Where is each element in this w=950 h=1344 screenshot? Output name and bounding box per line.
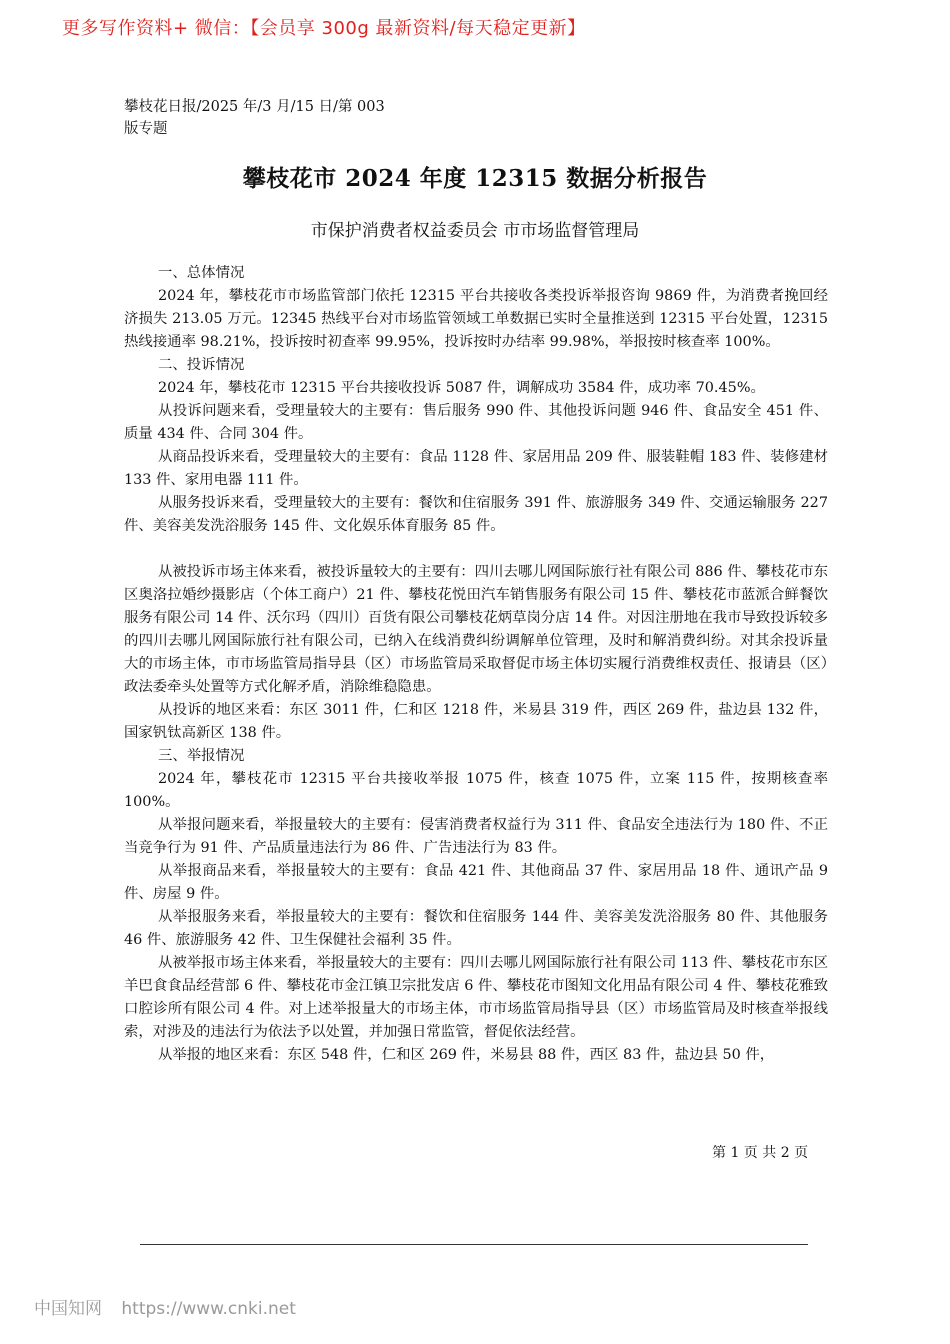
paragraph: 2024 年，攀枝花市市场监管部门依托 12315 平台共接收各类投诉举报咨询 9869 件，为消费者挽回经济损失 213.05 万元。12345 热线平台对市场监管领域工单数据已实时全量推送到 12315 平台处置，12315 热线接通率 98.21%，投诉按时初查率 99.95%，投诉按时办结率 99.98%，举报按时核查率 100%。 <box>124 288 828 350</box>
paragraph: 从举报服务来看，举报量较大的主要有：餐饮和住宿服务 144 件、美容美发洗浴服务 80 件、其他服务 46 件、旅游服务 42 件、卫生保健社会福利 35 件。 <box>124 909 828 948</box>
paragraph: 从举报的地区来看：东区 548 件，仁和区 269 件，米易县 88 件，西区 83 件，盐边县 50 件， <box>158 1047 775 1063</box>
cnki-watermark <box>34 1294 296 1319</box>
paragraph: 从被举报市场主体来看，举报量较大的主要有：四川去哪儿网国际旅行社有限公司 113 件、攀枝花市东区羊巴食食品经营部 6 件、攀枝花市金江镇卫宗批发店 6 件、攀枝花市图知文化用品有限公司 4 件、攀枝花雅致口腔诊所有限公司 4 件。对上述举报量大的市场主体，市市场监管局指导县（区）市场监管局及时核查举报线索，对涉及的违法行为依法予以处置，并加强日常监管，督促依法经营。 <box>124 955 828 1040</box>
blank-line <box>124 538 828 561</box>
report-body <box>124 262 828 1067</box>
source-line-1: 攀枝花日报/2025 年/3 月/15 日/第 003 <box>124 99 385 115</box>
page-subtitle: 市保护消费者权益委员会 市市场监督管理局 <box>310 221 640 241</box>
watermark-url: https://www.cnki.net <box>121 1299 296 1319</box>
paragraph: 2024 年，攀枝花市 12315 平台共接收举报 1075 件，核查 1075 件，立案 115 件，按期核查率 100%。 <box>124 771 828 810</box>
paragraph: 2024 年，攀枝花市 12315 平台共接收投诉 5087 件，调解成功 3584 件，成功率 70.45%。 <box>158 380 765 396</box>
paragraph: 从商品投诉来看，受理量较大的主要有：食品 1128 件、家居用品 209 件、服装鞋帽 183 件、装修建材 133 件、家用电器 111 件。 <box>124 449 828 488</box>
section-heading: 二、投诉情况 <box>158 357 245 373</box>
promo-banner: 更多写作资料+ 微信：【会员享 300g 最新资料/每天稳定更新】 <box>62 18 586 39</box>
section-heading: 一、总体情况 <box>158 265 245 281</box>
paragraph: 从举报商品来看，举报量较大的主要有：食品 421 件、其他商品 37 件、家居用品 18 件、通讯产品 9 件、房屋 9 件。 <box>124 863 828 902</box>
footer-divider <box>140 1244 808 1245</box>
paragraph: 从举报问题来看，举报量较大的主要有：侵害消费者权益行为 311 件、食品安全违法行为 180 件、不正当竞争行为 91 件、产品质量违法行为 86 件、广告违法行为 83 件。 <box>124 817 828 856</box>
watermark-brand: 中国知网 <box>34 1299 102 1319</box>
paragraph: 从投诉问题来看，受理量较大的主要有：售后服务 990 件、其他投诉问题 946 件、食品安全 451 件、质量 434 件、合同 304 件。 <box>124 403 828 442</box>
paragraph: 从被投诉市场主体来看，被投诉量较大的主要有：四川去哪儿网国际旅行社有限公司 886 件、攀枝花市东区奥洛拉婚纱摄影店（个体工商户）21 件、攀枝花悦田汽车销售服务有限公司 15 件、攀枝花市蓝派合鲜餐饮服务有限公司 14 件、沃尔玛（四川）百货有限公司攀枝花炳草岗分店 14 件。对因注册地在我市导致投诉较多的四川去哪儿网国际旅行社有限公司，已纳入在线消费纠纷调解单位管理，及时和解消费纠纷。对其余投诉量大的市场主体，市市场监管局指导县（区）市场监管局采取督促市场主体切实履行消费维权责任、报请县（区）政法委牵头处置等方式化解矛盾，消除维稳隐患。 <box>124 564 828 695</box>
page-number: 第 1 页 共 2 页 <box>712 1145 809 1161</box>
source-line <box>124 96 385 140</box>
source-line-2: 版专题 <box>124 121 168 137</box>
paragraph: 从服务投诉来看，受理量较大的主要有：餐饮和住宿服务 391 件、旅游服务 349 件、交通运输服务 227 件、美容美发洗浴服务 145 件、文化娱乐体育服务 85 件。 <box>124 495 828 534</box>
section-heading: 三、举报情况 <box>158 748 245 764</box>
page-title: 攀枝花市 2024 年度 12315 数据分析报告 <box>242 165 708 192</box>
paragraph: 从投诉的地区来看：东区 3011 件，仁和区 1218 件，米易县 319 件，西区 269 件，盐边县 132 件，国家钒钛高新区 138 件。 <box>124 702 828 741</box>
